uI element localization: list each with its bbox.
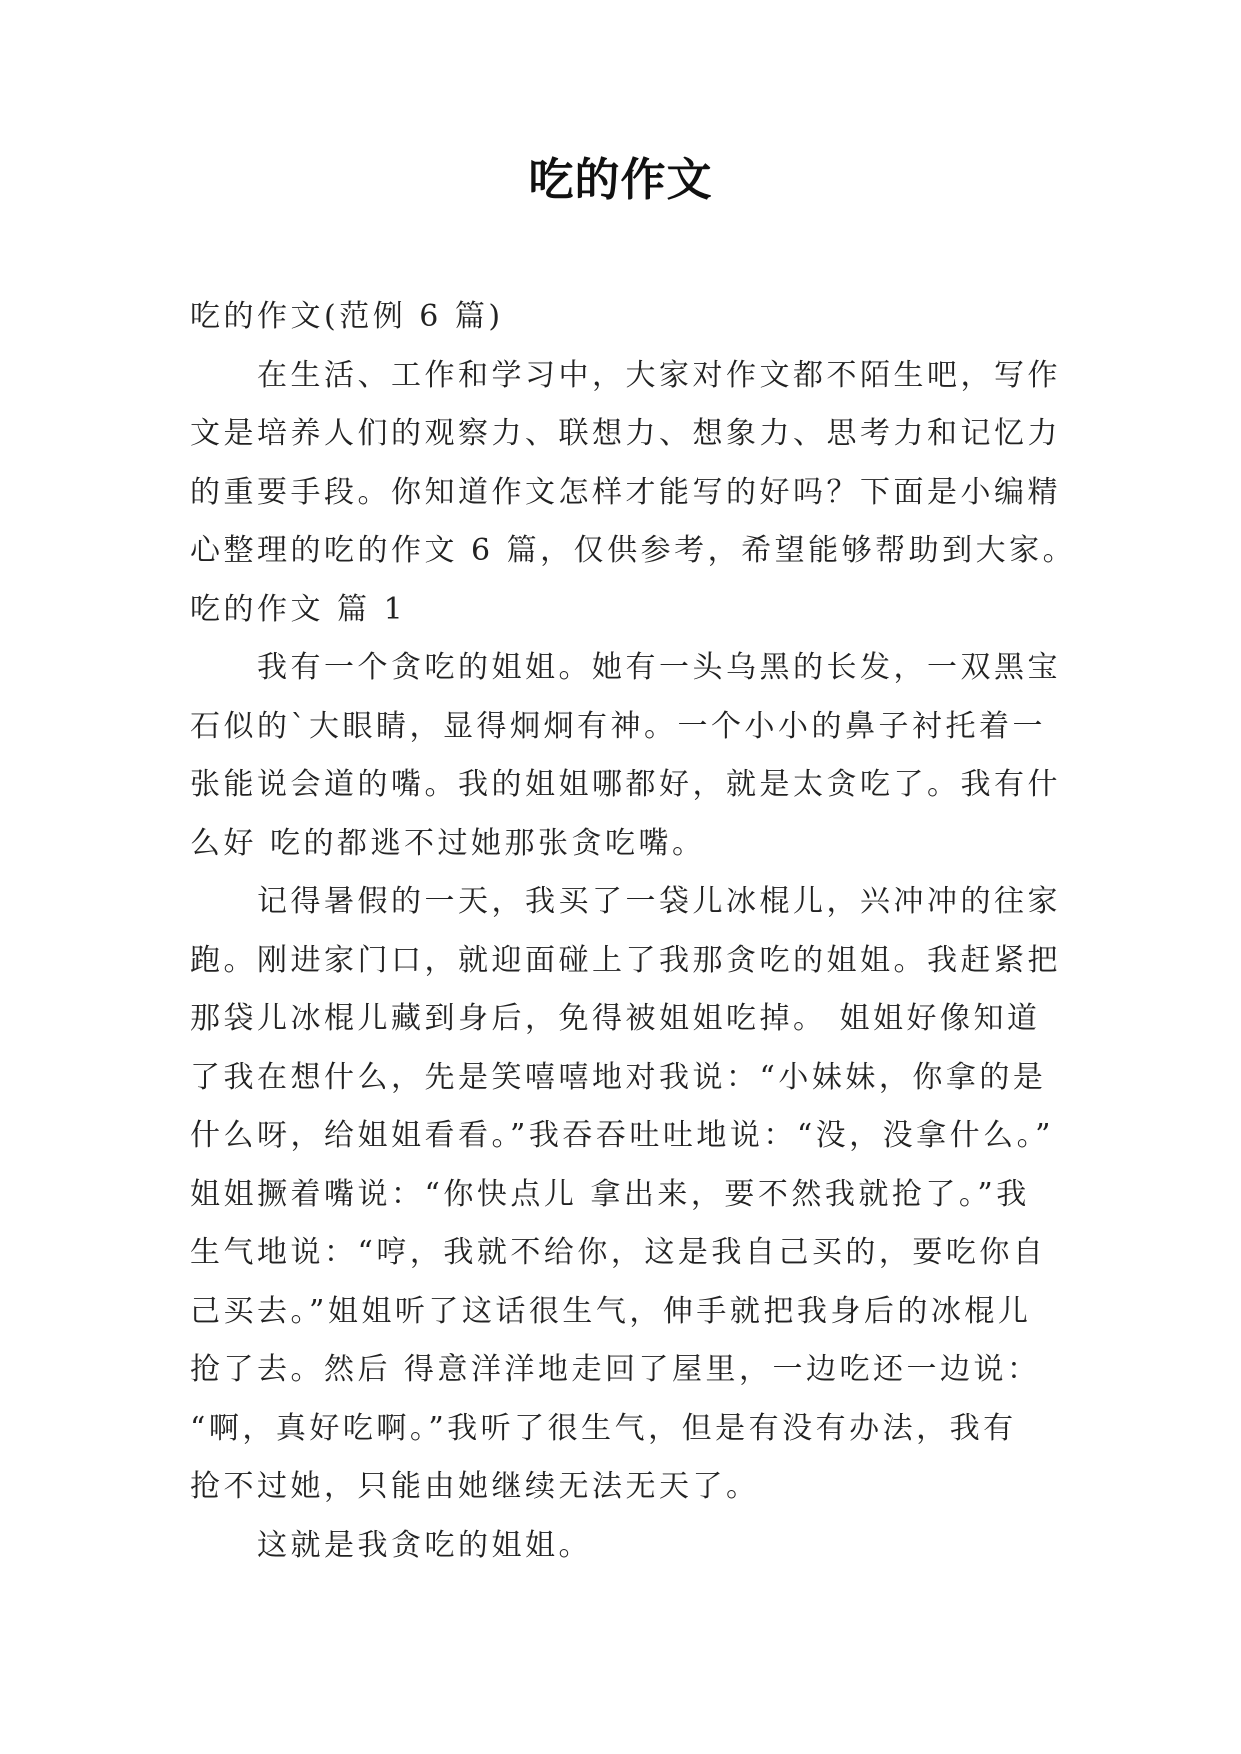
- text-line: 生气地说：“哼，我就不给你，这是我自己买的，要吃你自: [190, 1235, 1047, 1270]
- paragraph-start-line: 这就是我贪吃的姐姐。: [257, 1527, 592, 1563]
- text-line: 张能说会道的嘴。我的姐姐哪都好，就是太贪吃了。我有什: [190, 767, 1061, 802]
- paragraph-start-line: 记得暑假的一天，我买了一袋儿冰棍儿，兴冲冲的往家: [257, 884, 1061, 919]
- text-line: 的重要手段。你知道作文怎样才能写的好吗？下面是小编精: [190, 474, 1061, 510]
- text-line: 抢了去。然后 得意洋洋地走回了屋里，一边吃还一边说：: [190, 1352, 1041, 1387]
- paragraph-start-line: 我有一个贪吃的姐姐。她有一头乌黑的长发，一双黑宝: [257, 650, 1061, 685]
- text-line: 吃的作文 篇 1: [190, 591, 407, 627]
- document-title: 吃的作文: [528, 153, 713, 206]
- text-line: 心整理的吃的作文 6 篇，仅供参考，希望能够帮助到大家。: [190, 533, 1077, 568]
- text-line: 什么呀，给姐姐看看。”我吞吞吐吐地说：“没，没拿什么。”: [190, 1118, 1055, 1153]
- text-line: 文是培养人们的观察力、联想力、想象力、思考力和记忆力: [190, 416, 1061, 451]
- text-line: 己买去。”姐姐听了这话很生气，伸手就把我身后的冰棍儿: [190, 1293, 1032, 1329]
- text-line: 那袋儿冰棍儿藏到身后，免得被姐姐吃掉。 姐姐好像知道: [190, 1001, 1041, 1036]
- text-line: 了我在想什么，先是笑嘻嘻地对我说：“小妹妹，你拿的是: [190, 1059, 1047, 1095]
- text-line: 石似的`大眼睛，显得炯炯有神。一个小小的鼻子衬托着一: [190, 708, 1046, 744]
- text-line: 吃的作文(范例 6 篇): [190, 299, 504, 334]
- text-line: 抢不过她，只能由她继续无法无天了。: [190, 1469, 760, 1504]
- text-line: “啊，真好吃啊。”我听了很生气，但是有没有办法，我有: [190, 1410, 1017, 1446]
- paragraph-start-line: 在生活、工作和学习中，大家对作文都不陌生吧，写作: [257, 357, 1061, 393]
- text-line: 么好 吃的都逃不过她那张贪吃嘴。: [190, 825, 706, 861]
- text-line: 姐姐撅着嘴说：“你快点儿 拿出来，要不然我就抢了。”我: [190, 1176, 1030, 1212]
- document-body: [190, 288, 1077, 1575]
- text-line: 跑。刚进家门口，就迎面碰上了我那贪吃的姐姐。我赶紧把: [190, 942, 1061, 978]
